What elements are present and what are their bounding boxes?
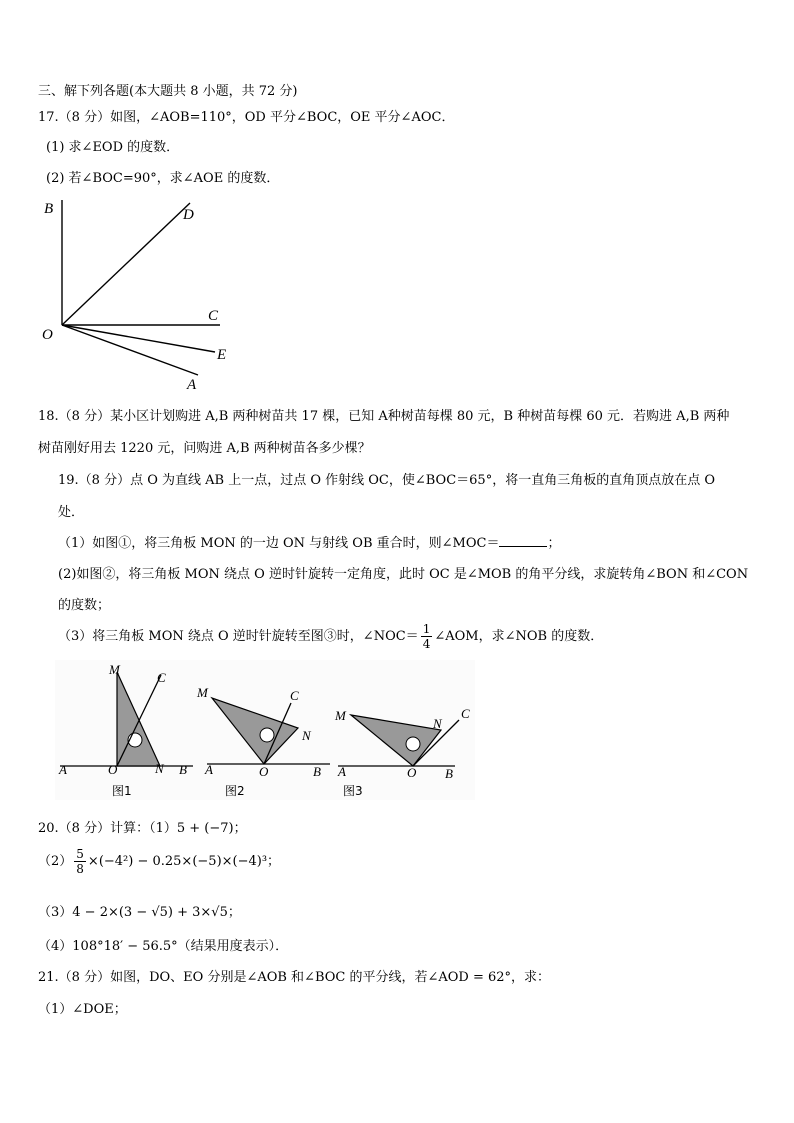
q19-part2-line2: 的度数；	[58, 598, 111, 613]
fig2-label-B: B	[313, 764, 321, 779]
q19-part1-suffix: ；	[547, 536, 561, 551]
q21-line2: （1）∠DOE；	[38, 1002, 127, 1017]
fig1-label-C: C	[157, 670, 166, 685]
fig3-label-B: B	[445, 766, 453, 781]
fig3-label-C: C	[461, 706, 470, 721]
q20-line4: （4）108°18′ − 56.5°（结果用度表示）．	[38, 939, 289, 954]
fraction-five-eighths	[74, 847, 86, 876]
fig1-label-M: M	[109, 662, 120, 677]
q19-part1	[58, 532, 560, 551]
fig2-label-A: A	[205, 762, 213, 777]
fig3-label-M: M	[335, 708, 346, 723]
q17-title: 17.（8 分）如图，∠AOB=110°，OD 平分∠BOC，OE 平分∠AOC．	[38, 110, 455, 125]
q19-part3	[58, 622, 603, 651]
q20-line2-rest: ×(−4²) − 0.25×(−5)×(−4)³；	[87, 854, 281, 869]
fig2-label-N: N	[302, 728, 311, 743]
ray-OE	[62, 325, 215, 352]
q20-line1: 20.（8 分）计算：（1）5 + (−7)；	[38, 821, 247, 836]
label-E: E	[217, 347, 227, 363]
frac-numerator: 1	[422, 622, 431, 636]
q20-line2-prefix: （2）	[38, 854, 73, 869]
fig3-label-N: N	[433, 716, 442, 731]
label-B: B	[44, 201, 54, 217]
q19-line1: 19.（8 分）点 O 为直线 AB 上一点，过点 O 作射线 OC，使∠BOC＝65°，将一直角三角板的直角顶点放在点 O	[58, 473, 715, 488]
fig1-label-A: A	[59, 762, 67, 777]
caption-fig2: 图2	[225, 784, 245, 798]
label-O: O	[42, 327, 53, 343]
q19-part3-text: （3）将三角板 MON 绕点 O 逆时针旋转至图③时，∠NOC＝	[58, 629, 419, 644]
ray-OA	[62, 325, 198, 375]
hole-icon	[406, 737, 420, 751]
fig1-label-O: O	[108, 762, 118, 777]
frac-denominator: 8	[76, 862, 84, 876]
q20-line2	[38, 847, 280, 876]
fraction-quarter	[421, 622, 433, 651]
hole-icon	[260, 728, 274, 742]
fig1-label-B: B	[179, 762, 187, 777]
q21-line1: 21.（8 分）如图，DO、EO 分别是∠AOB 和∠BOC 的平分线，若∠AOD = 62°，求：	[38, 970, 551, 985]
fig3-label-O: O	[407, 765, 417, 780]
caption-fig3: 图3	[343, 784, 363, 798]
section-header: 三、解下列各题(本大题共 8 小题，共 72 分)	[38, 84, 298, 99]
label-A: A	[187, 377, 197, 393]
q18-line2: 树苗刚好用去 1220 元，问购进 A,B 两种树苗各多少棵？	[38, 441, 371, 456]
fig2-label-M: M	[197, 685, 208, 700]
fig1-label-N: N	[155, 761, 164, 776]
q17-part2: (2) 若∠BOC=90°，求∠AOE 的度数．	[46, 171, 280, 186]
label-D: D	[183, 207, 194, 223]
fig2-label-O: O	[259, 764, 269, 779]
q20-line3: （3）4 − 2×(3 − √5) + 3×√5；	[38, 905, 241, 920]
fig2-label-C: C	[290, 688, 299, 703]
q18-line1: 18.（8 分）某小区计划购进 A,B 两种树苗共 17 棵，已知 A种树苗每棵 80 元，B 种树苗每棵 60 元．若购进 A,B 两种	[38, 409, 730, 424]
fig3-label-A: A	[338, 764, 346, 779]
q17-figure	[30, 195, 250, 395]
answer-blank	[499, 536, 547, 547]
q19-figures	[55, 660, 475, 800]
frac-denominator: 4	[422, 637, 431, 651]
ray-OD	[62, 203, 190, 325]
label-C: C	[208, 308, 219, 324]
frac-numerator: 5	[76, 847, 84, 861]
q19-part3-suffix: ∠AOM，求∠NOB 的度数．	[434, 629, 604, 644]
q17-part1: (1) 求∠EOD 的度数．	[46, 140, 180, 155]
q19-line2: 处．	[58, 505, 85, 520]
caption-fig1: 图1	[112, 784, 132, 798]
q19-part1-text: （1）如图①，将三角板 MON 的一边 ON 与射线 OB 重合时，则∠MOC＝	[58, 536, 500, 551]
q19-part2-line1: (2)如图②，将三角板 MON 绕点 O 逆时针旋转一定角度，此时 OC 是∠MOB 的角平分线，求旋转角∠BON 和∠CON	[58, 567, 749, 582]
